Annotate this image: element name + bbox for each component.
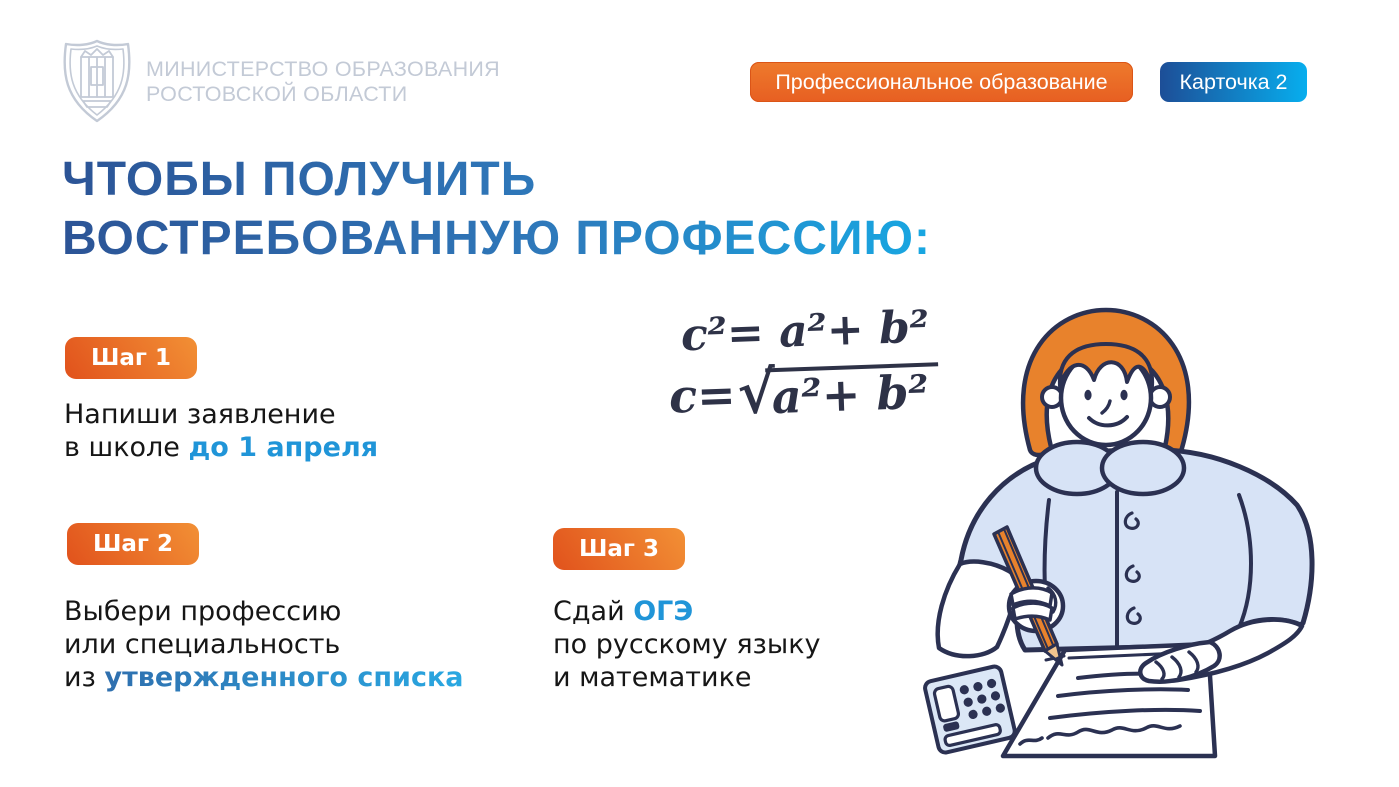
step2-badge: Шаг 2 (67, 523, 199, 565)
student-writing-illustration (898, 298, 1399, 787)
page-title (62, 150, 931, 268)
formula-radicand: a²+ b² (765, 362, 940, 423)
square-root-icon: √ (736, 357, 777, 428)
eye-right (1120, 390, 1127, 400)
step2-line3: из утвержденного списка (64, 662, 464, 693)
step3-line3: и математике (553, 662, 752, 693)
category-tag-button[interactable]: Профессиональное образование (750, 62, 1133, 102)
step3-exam-highlight: ОГЭ (633, 596, 694, 627)
step1-line2: в школе до 1 апреля (64, 432, 379, 463)
step1-text (64, 398, 378, 464)
gripping-fingers (1011, 588, 1056, 620)
step2-line2: или специальность (64, 629, 341, 660)
step1-line1: Напиши заявление (64, 399, 336, 430)
collar-right (1102, 442, 1184, 494)
page-title-line1: ЧТОБЫ ПОЛУЧИТЬ (62, 150, 931, 209)
step3-line1: Сдай ОГЭ (553, 596, 694, 627)
girl-head (1023, 310, 1189, 455)
formula-line2-prefix: c= (668, 367, 737, 424)
ministry-name-line1: МИНИСТЕРСТВО ОБРАЗОВАНИЯ (146, 57, 500, 81)
step2-text (64, 595, 464, 694)
step3-badge: Шаг 3 (553, 528, 685, 570)
page-title-line2: ВОСТРЕБОВАННУЮ ПРОФЕССИЮ: (62, 209, 931, 268)
step3-text (553, 595, 821, 694)
ministry-name (146, 57, 500, 107)
step1-deadline-highlight: до 1 апреля (188, 432, 379, 463)
rostov-coat-of-arms-icon (59, 37, 135, 125)
step2-line1: Выбери профессию (64, 596, 342, 627)
formula-line1: c²= a²+ b² (680, 301, 930, 362)
calculator (924, 665, 1016, 754)
step1-badge: Шаг 1 (65, 337, 197, 379)
card-number-tag-button[interactable]: Карточка 2 (1160, 62, 1307, 102)
eye-left (1084, 390, 1091, 400)
ministry-name-line2: РОСТОВСКОЙ ОБЛАСТИ (146, 82, 408, 106)
step2-list-highlight: утвержденного списка (104, 662, 464, 693)
step3-line2: по русскому языку (553, 629, 821, 660)
